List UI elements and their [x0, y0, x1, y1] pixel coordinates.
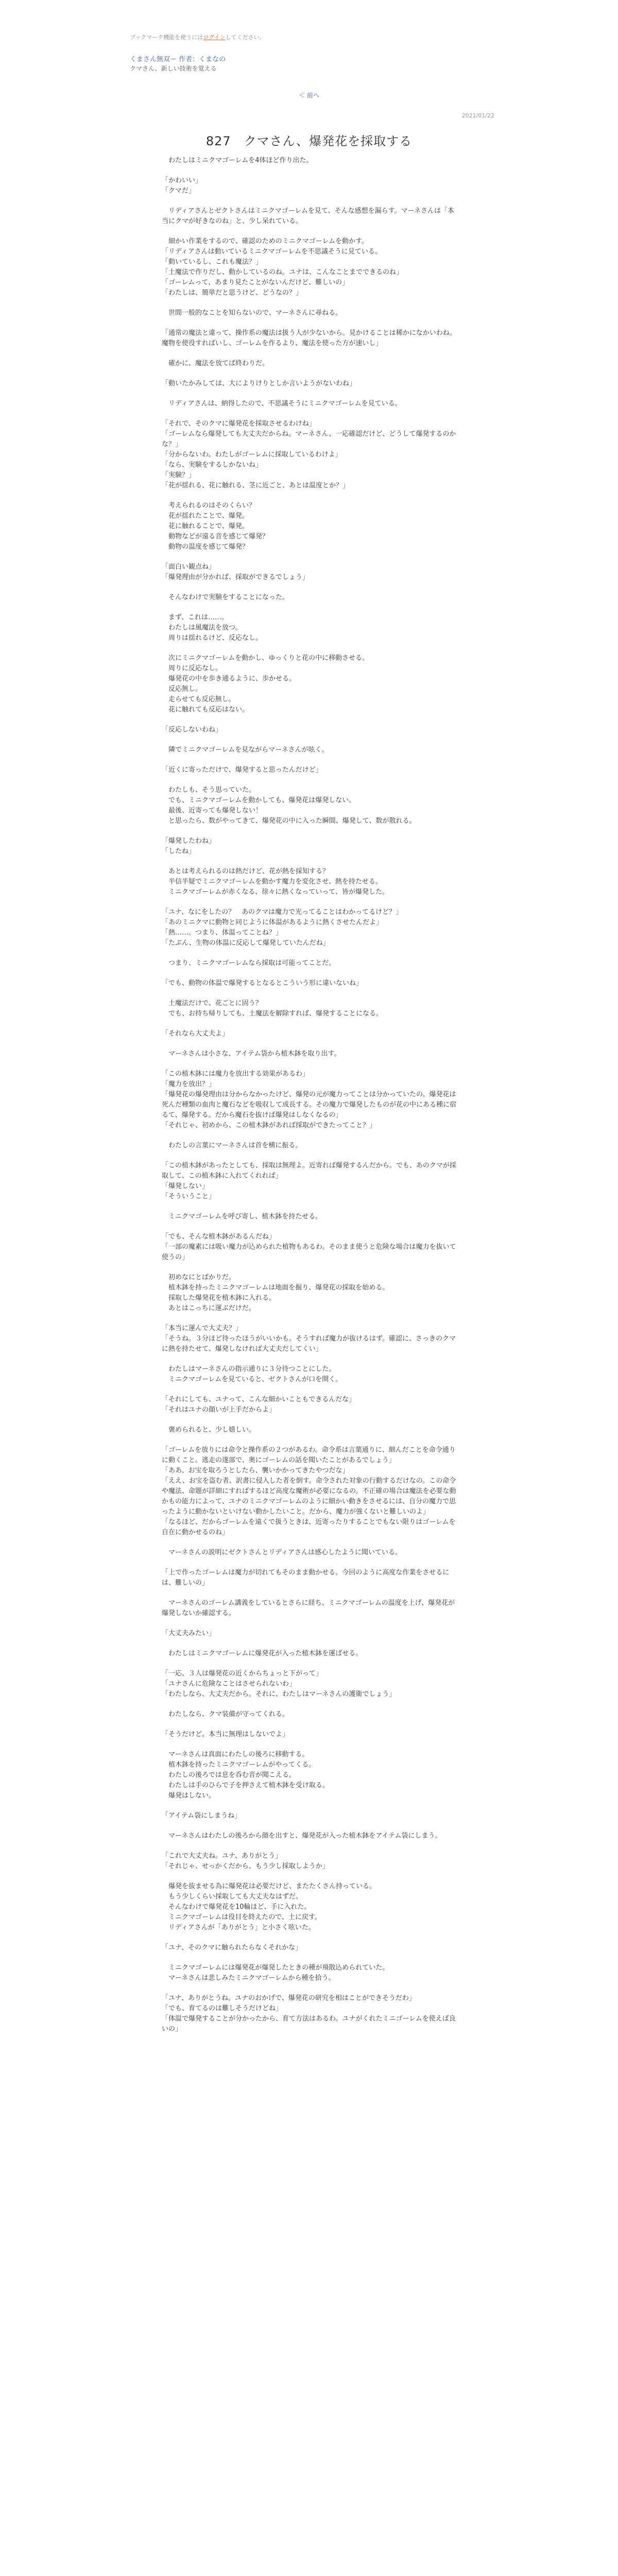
paragraph: 「ユナ、そのクマに触られたらなくそれかな」 [162, 1944, 302, 1952]
paragraph: 「そうだけど。本当に無理はしないでよ」 [162, 1731, 289, 1738]
paragraph: つまり、ミニクマゴーレムなら採取は可能ってことだ。 [162, 959, 336, 967]
paragraph: 「それなら大丈夫よ」 [162, 1030, 229, 1038]
paragraph: 「反応しないわね」 [162, 726, 222, 734]
paragraph: 土魔法だけで、花ごとに固う？ でも、お持ち帰りしても、土魔法を解除すれば、爆発することになる。 [168, 999, 383, 1018]
chapter-body [162, 156, 456, 2576]
paragraph: 「一応、３人は爆発花の近くからちょっと下がって」 「ユナさんに危険なことはさせられないわ」 「わたしなら、大丈夫だから。それに、わたしはマーネさんの護衛でしょう」 [162, 1670, 396, 1698]
paragraph: 「本当に運んで大丈夫？」 「そうね。３分ほど待ったほうがいいかも。そうすれば魔力が抜けるはず。確認に、さっきのクマに熱を持たせて、爆発しなければ大丈夫だしてくい」 [162, 1325, 456, 1353]
paragraph: 「アイテム袋にしまうね」 [162, 1812, 242, 1820]
paragraph: 「これで大丈夫ね。ユナ、ありがとう」 「それじゃ、せっかくだから、もう少し採取しようか」 [162, 1852, 329, 1870]
chapter-title: 827 クマさん、爆発花を採取する [205, 134, 413, 148]
login-link[interactable]: ログイン [203, 34, 226, 41]
paragraph: ミニクマゴーレムを呼び寄し、植木鉢を持たせる。 [162, 1213, 322, 1221]
paragraph: 隣でミニクマゴーレムを見ながらマーネさんが呟く。 [162, 746, 329, 754]
paragraph: わたしはミニクマゴーレムを4体ほど作り出た。 [162, 157, 313, 164]
paragraph: わたしはミニクマゴーレムに爆発花が入った植木鉢を運ばせる。 [162, 1650, 363, 1657]
paragraph: 「この植木鉢があったとしても、採取は無理よ。近寄れば爆発するんだから。でも、あのクマが採取して、この植木鉢に入れてくれれば」 「爆発しない」 「そういうこと」 [162, 1162, 456, 1200]
paragraph: わたしも、そう思っていた。 でも、ミニクマゴーレムを動かしても、爆発花は爆発しない。 最後、近寄っても爆発しない！ と思ったら、数がやってきて、爆発花の中に入った瞬間、爆発して、数が散れる。 [168, 786, 416, 825]
paragraph: 「近くに寄っただけで、爆発すると思ったんだけど」 [162, 766, 322, 774]
prev-chapter-link[interactable]: ＜ 前へ [299, 92, 319, 99]
paragraph: 世間一般的なことを知らないので、マーネさんに尋ねる。 [162, 309, 342, 317]
paragraph: 「かわいい」 「クマだ」 [162, 177, 202, 195]
paragraph: 「動いたかみしては、大によりけりとしか言いようがないわね」 [162, 380, 356, 387]
section-title: クマさん、新しい技術を覚える [130, 65, 217, 72]
paragraph: リディアさんは、納得したので、不思議そうにミニクマゴーレムを見ている。 [162, 400, 402, 408]
paragraph: マーネさんのゴーレム講義をしているとさらに経ち、ミニクマゴーレムの温度を上げ、爆発花が爆発しないか確認する。 [162, 1599, 455, 1617]
paragraph: 爆発を抜ませる為に爆発花は必要だけど、またたくさん持っている。 もう少しくらい採取しても大丈夫なはずだ。 そんなわけで爆発花を10輪ほど、手に入れた。 ミニクマゴーレムは役目を終えたので、土に戻す。 リディアさんが「ありがとう」と小さく呟いた。 [168, 1883, 376, 1931]
paragraph: 「この植木鉢には魔力を放出する効果があるわ」 「魔力を放出？」 「爆発花の爆発理由は分からなかったけど、爆発の元が魔力ってことは分かっていたの。爆発花は死んだ種類の血肉と魔石などを吸収して成長する。その魔力で爆発したものが花の中にある種に宿るて、爆発する。だから魔石を抜けば爆発はしなくなるの」 「それじゃ、初めから、この植木鉢があれば採取ができたってこと？」 [162, 1070, 456, 1129]
chapter-date: 2021/01/22 [461, 112, 494, 119]
paragraph: あとは考えられるのは熱だけど、花が熱を採知する？ 半信半疑でミニクマゴーレムを動かす魔力を変化させ、熱を持たせる。 ミニクマゴーレムが赤くなる、徐々に熱くなっていって、皆が爆発した。 [168, 868, 389, 896]
paragraph: 「通常の魔法と違って、操作系の魔法は扱う人が少ないから。見かけることは稀かになかいわね。魔物を使役すればいし、ゴーレムを作るより、魔法を使った方が速いし」 [162, 329, 456, 347]
paragraph: マーネさんの説明にゼクトさんとリディアさんは感心したように聞いている。 [162, 1549, 402, 1556]
paragraph: 確かに、魔法を放てば終わりだ。 [162, 360, 269, 367]
paragraph: マーネさんは真面にわたしの後ろに移動する。 植木鉢を持ったミニクマゴーレムがやってくる。 わたしの後ろでは息を呑む音が聞こえる。 わたしは手のひらで子を押さえて植木鉢を受け取る。 爆発はしない。 [168, 1751, 329, 1800]
paragraph: 「でも、そんな植木鉢があるんだね」 「一部の魔素には吸い魔力が込められた植物もあるわ。そのまま使うと危険な場合は魔力を抜いて使うの」 [162, 1233, 456, 1261]
paragraph: 「面白い観点ね」 「爆発理由が分かれば、採取ができるでしょう」 [162, 563, 309, 581]
paragraph: 次にミニクマゴーレムを動かし、ゆっくりと花の中に移動させる。 周りに反応なし。 爆発花の中を歩き通るように、歩かせる。 反応無し。 走らせても反応無し。 花に触れても反応はない。 [168, 654, 369, 714]
paragraph: わたしの言葉にマーネさんは首を横に振る。 [162, 1142, 302, 1149]
paragraph: マーネさんは小さな、アイテム袋から植木鉢を取り出す。 [162, 1050, 341, 1058]
paragraph: まず、これは……。 わたしは風魔法を放つ。 周りは揺れるけど、反応なし。 [168, 614, 263, 642]
paragraph: 細かい作業をするので、確認のためのミニクマゴーレムを動かす。 「リディアさんは動いているミニクマゴーレムを不思議そうに見ている。 「動いているし、これも魔法？」 「土魔法で作りだし、動かしているのね。ユナは、こんなことまでできるのね」 「ゴーレムって、あまり見たことがないんだけど、難しいの」 「わたしは、簡単だと思うけど、どうなの？」 [162, 238, 403, 297]
paragraph: 「でも、動物の体温で爆発するとなるとこういう形に違いないね」 [162, 979, 363, 987]
paragraph: 考えられるのはそのくらい？ 花が揺れたことで、爆発。 花に触れることで、爆発。 動物などが遠る音を感じて爆発？ 動物の温度を感じて爆発？ [168, 502, 269, 551]
paragraph: わたしなら、クマ装備が守ってくれる。 [162, 1710, 289, 1718]
paragraph: わたしはマーネさんの指示通りに３分待つことにした。 ミニクマゴーレムを見ていると、ゼクトさんが口を開く。 [168, 1365, 342, 1383]
paragraph: 「それで、そのクマに爆発花を採取させるわけね」 「ゴーレムなら爆発しても大丈夫だからね。マーネさん、一応確認だけど、どうして爆発するのかな？」 「分からないわ。わたしがゴーレムに採取しているわけよ」 「なら、実験をするしかないね」 「実験？」 「花が揺れる、花に触れる、茎に近ごと、あとは温度とか？」 [162, 420, 456, 489]
paragraph: 褒められると、少し嬉しい。 [162, 1426, 256, 1434]
novel-title-link[interactable]: くまさん無双ー 作者：くまなの [130, 56, 226, 63]
paragraph: 初めなにとばかりだ。 植木鉢を持ったミニクマゴーレムは地面を掘り、爆発花の採取を始める。 採取した爆発花を植木鉢に入れる。 あとはこっちに運ぶだけだ。 [168, 1274, 389, 1312]
login-note: ブックマーク機能を使うにはログインしてください。 [130, 34, 265, 41]
paragraph: 「ゴーレムを放りには命令と操作系の２つがあるわ。命令系は言葉通りに、細んだことを命令通りに動くこと。逃走の遂部で、奥にゴーレムの話を聞いたことがあるでしょう」 「ああ、お宝を取ろうとしたら、襲いかかってきたやつだな」 「ええ、お宝を盗む者、訳書に侵入した者を倒す。命令された対象の行動するだけなの。この命令や魔法、命題が詳細にすればするほど高度な魔術が必要になるの。不正確の場合は魔法を必要な動かもの能力によって、ユナのミニクマゴーレムのように細かい動きをさせるには、自分の魔力で思ったように動かないといけない動かしたいこと。だから、魔力が強くないと難しいのよ」 「なるほど、だからゴーレムを遠くで扱うときは、近寄ったりすることでもない限りはゴーレムを自在に動かせるのね」 [162, 1446, 456, 1536]
paragraph: 「上で作ったゴーレムは魔力が切れてもそのまま動かせる。今回のように高度な作業をさせるには、難しいの」 [162, 1569, 450, 1587]
header [0, 0, 618, 72]
paragraph: そんなわけで実験をすることになった。 [162, 594, 289, 601]
paragraph: ミニクマゴーレムには爆発花が爆発したときの種が飛散込められていた。 マーネさんは悲しみたミニクマゴーレムから種を拾う。 [168, 1964, 389, 1982]
paragraph: リディアさんとゼクトさんはミニクマゴーレムを見て、そんな感想を漏らす。マーネさんは「本当にクマが好きなのね」と、少し呆れている。 [162, 207, 454, 225]
paragraph: 「それにしても、ユナって、こんな細かいこともできるんだな」 「それはユナの顔いが上手だからよ」 [162, 1396, 356, 1414]
paragraph: 「大丈夫みたい」 [162, 1630, 216, 1637]
paragraph: 「ユナ、ありがとうね。ユナのおかげで、爆発花の研究を相はことができそうだわ」 「でも、育てるのは難しそうだけどね」 「体温で爆発することが分かったから、育て方法はあるわ。ユナがくれたミニゴーレムを使えば良いの」 [162, 1994, 456, 2033]
paragraph: 「ユナ、なにをしたの？ あのクマは魔力で光ってることはわかってるけど？」 「あのミニクマに動物と同じように体温があるように熱くさせたんだよ」 「熱……。つまり、体温ってことね？」 「たぶん、生物の体温に反応して爆発していたんだね」 [162, 908, 403, 947]
paragraph: 「爆発したわね」 「したね」 [162, 837, 216, 855]
paragraph: マーネさんはわたしの後ろから顔を出すと、爆発花が入った植木鉢をアイテム袋にしまう。 [162, 1832, 442, 1840]
